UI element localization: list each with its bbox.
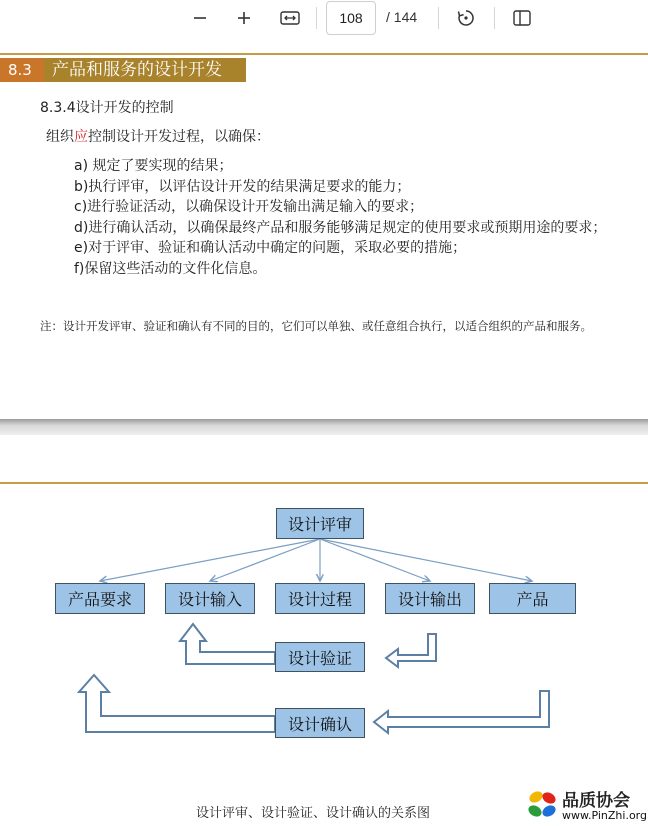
validation-requirements-arrow — [79, 675, 275, 732]
requirements-list — [40, 156, 630, 279]
page-view-icon — [512, 9, 532, 27]
list-item: c)进行验证活动，以确保设计开发输出满足输入的要求； — [74, 199, 424, 215]
plus-icon — [236, 10, 252, 26]
intro-after: 控制设计开发过程，以确保： — [88, 129, 270, 145]
design-input-box: 设计输入 — [165, 583, 255, 614]
pinzhi-logo — [524, 786, 648, 826]
logo-title: 品质协会 — [562, 791, 630, 811]
diagram-caption: 设计评审、设计验证、设计确认的关系图 — [196, 806, 431, 821]
page-gap — [0, 419, 648, 435]
page-view-button[interactable] — [508, 4, 536, 32]
design-validation-box: 设计确认 — [275, 708, 365, 738]
rotate-icon — [456, 8, 476, 28]
design-review-box: 设计评审 — [276, 508, 364, 539]
pdf-page-108 — [0, 53, 648, 419]
list-item: b)执行评审，以评估设计开发的结果满足要求的能力； — [74, 178, 411, 195]
toolbar-divider — [438, 7, 439, 29]
pinzhi-logo-mark — [524, 786, 560, 822]
toolbar-divider — [494, 7, 495, 29]
rotate-button[interactable] — [452, 4, 480, 32]
list-item: a) 规定了要实现的结果； — [74, 158, 233, 174]
page-total: / 144 — [386, 9, 418, 25]
subsection-title: 8.3.4设计开发的控制 — [40, 100, 174, 116]
pdf-page-109 — [0, 482, 648, 823]
verification-output-arrow — [386, 634, 436, 667]
verification-input-arrow — [180, 624, 275, 664]
zoom-in-button[interactable] — [230, 4, 258, 32]
zoom-out-button[interactable] — [186, 4, 214, 32]
intro-red-word: 应 — [74, 129, 88, 145]
list-item: e)对于评审、验证和确认活动中确定的问题，采取必要的措施； — [74, 240, 467, 256]
minus-icon — [192, 10, 208, 26]
product-box: 产品 — [489, 583, 576, 614]
section-title: 产品和服务的设计开发 — [44, 58, 246, 82]
pdf-toolbar — [0, 0, 648, 36]
logo-url: www.PinZhi.org — [562, 809, 647, 822]
product-requirements-box: 产品要求 — [55, 583, 145, 614]
intro-text — [46, 126, 270, 146]
fit-width-icon — [280, 10, 300, 26]
design-process-box: 设计过程 — [275, 583, 365, 614]
toolbar-divider — [316, 7, 317, 29]
section-number: 8.3 — [0, 58, 44, 82]
review-arrows — [100, 539, 532, 581]
design-verification-box: 设计验证 — [275, 642, 365, 672]
list-item: d)进行确认活动，以确保最终产品和服务能够满足规定的使用要求或预期用途的要求； — [74, 219, 607, 236]
fit-width-button[interactable] — [276, 4, 304, 32]
validation-product-arrow — [374, 691, 549, 733]
intro-before: 组织 — [46, 129, 74, 145]
note-text: 注：设计开发评审、验证和确认有不同的目的，它们可以单独、或任意组合执行，以适合组织的产品和服务。 — [40, 319, 592, 333]
list-item: f)保留这些活动的文件化信息。 — [74, 260, 267, 277]
page-number-input[interactable] — [326, 1, 376, 35]
design-output-box: 设计输出 — [385, 583, 475, 614]
